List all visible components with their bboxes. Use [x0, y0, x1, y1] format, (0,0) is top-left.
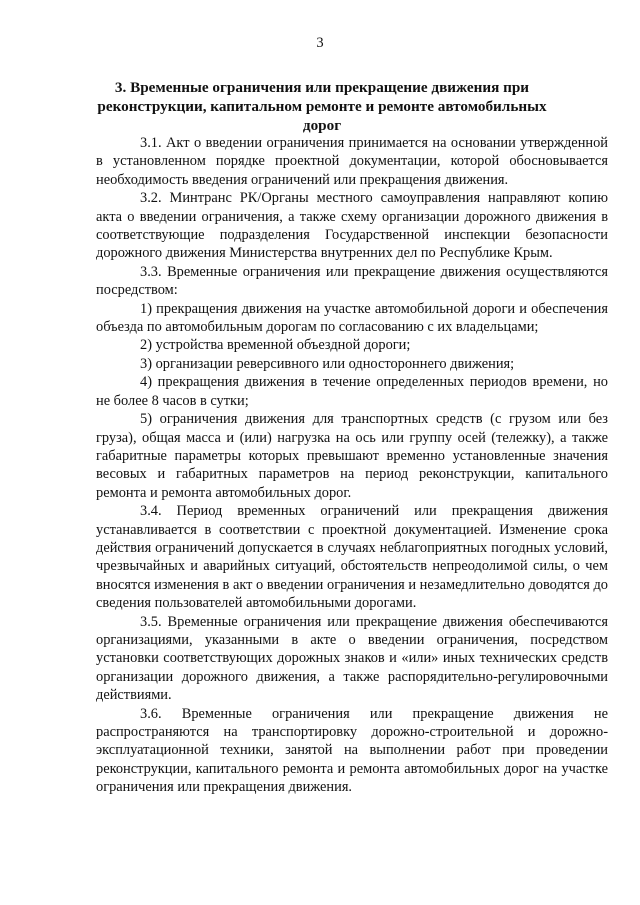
- paragraph-3-4: 3.4. Период временных ограничений или прекращения движения устанавливается в соответствии с проектной документацией. Изменение срока действия ограничений допускается в случаях неблагоприятных погодных условий, чрезвычайных и аварийных ситуаций, обстоятельств непреодолимой силы, о чем вносятся изменения в акт о введении ограничения и незамедлительно доводятся до сведения пользователей автомобильными дорогами.: [96, 503, 608, 612]
- paragraph-3-6: 3.6. Временные ограничения или прекращение движения не распространяются на транспортировку дорожно-строительной и дорожно-эксплуатационной техники, занятой на выполнении работ при проведении реконструкции, капитального ремонта и ремонта автомобильных дорог на участке ограничения или прекращения движения.: [96, 705, 608, 796]
- list-item-3: 3) организации реверсивного или одностороннего движения;: [140, 355, 515, 372]
- paragraph-3-5: 3.5. Временные ограничения или прекращение движения обеспечиваются организациями, указанными в акте о введении ограничения, посредством установки соответствующих дорожных знаков и «или» иных технических средств организации дорожного движения, а также распорядительно-регулировочными действиями.: [96, 613, 608, 704]
- list-item-5: 5) ограничения движения для транспортных средств (с грузом или без груза), общая масса и (или) нагрузка на ось или группу осей (тележку), а также габаритные параметры которых превышают временно установленные значения весовых и габаритных параметров на период реконструкции, капитального ремонта и ремонта автомобильных дорог.: [96, 411, 608, 501]
- list-item-1: 1) прекращения движения на участке автомобильной дороги и обеспечения объезда по автомобильным дорогам по согласованию с их владельцами;: [96, 300, 608, 336]
- page-number: 3: [316, 35, 324, 51]
- list-item-4: 4) прекращения движения в течение определенных периодов времени, но не более 8 часов в сутки;: [96, 374, 608, 409]
- paragraph-3-2: 3.2. Минтранс РК/Органы местного самоуправления направляют копию акта о введении ограничения, а также схему организации дорожного движения в соответствующие подразделения Государственной инспекции безопасности дорожного движения Министерства внутренних дел по Республике Крым.: [96, 190, 608, 262]
- list-item-2: 2) устройства временной объездной дороги;: [140, 337, 411, 354]
- paragraph-3-3: 3.3. Временные ограничения или прекращение движения осуществляются посредством:: [96, 263, 608, 299]
- section-body: [96, 134, 608, 797]
- paragraph-3-1: 3.1. Акт о введении ограничения принимается на основании утвержденной в установленном порядке проектной документации, которой обосновывается необходимость введения ограничений или прекращения движения.: [96, 135, 608, 188]
- section-heading: 3. Временные ограничения или прекращение движения при реконструкции, капитальном ремонте и ремонте автомобильных дорог: [97, 79, 547, 134]
